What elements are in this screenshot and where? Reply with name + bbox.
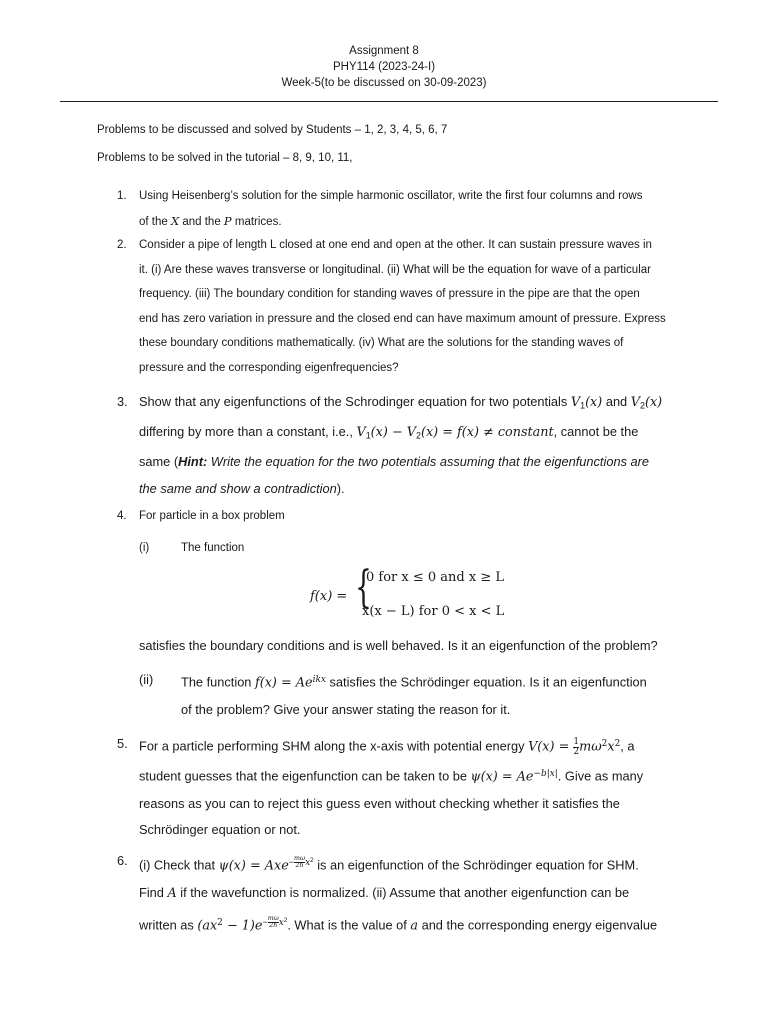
frac-den: 2ħ bbox=[295, 862, 304, 870]
problem-number: 5. bbox=[117, 736, 128, 751]
text-span: student guesses that the eigenfunction can be taken to be bbox=[139, 768, 471, 784]
text-span: and the corresponding energy eigenvalue bbox=[418, 917, 658, 933]
math-v: V bbox=[406, 425, 416, 441]
text-line: of the problem? Give your answer stating the reason for it. bbox=[181, 701, 511, 717]
math-arg: (x) bbox=[644, 395, 663, 410]
text-line: Schrödinger equation or not. bbox=[139, 822, 301, 838]
text-line: frequency. (iii) The boundary condition for standing waves of pressure in the pipe are that the open bbox=[139, 288, 640, 300]
math-x: X bbox=[170, 213, 180, 228]
frac-num: mω bbox=[294, 855, 306, 862]
math-eq: − 1)e bbox=[222, 918, 263, 934]
math-eq: f(x) = Ae bbox=[254, 675, 313, 691]
text-line bbox=[139, 419, 679, 449]
text-line bbox=[139, 848, 679, 880]
case-1: 0 for x ≤ 0 and x ≥ L bbox=[366, 570, 504, 585]
text-span: differing by more than a constant, i.e., bbox=[139, 424, 357, 440]
text-span: (i) Check that bbox=[139, 857, 219, 873]
header-divider bbox=[60, 101, 718, 102]
frac-den: 2ħ bbox=[269, 921, 278, 929]
text-span: if the wavefunction is normalized. (ii) Assume that another eigenfunction can be bbox=[176, 885, 630, 901]
text-span: and the bbox=[179, 215, 224, 228]
course-code: PHY114 (2023-24-I) bbox=[332, 61, 436, 73]
text-line bbox=[139, 880, 679, 908]
problem-text bbox=[139, 184, 679, 234]
problem-text bbox=[139, 233, 679, 380]
part-text: The function bbox=[181, 542, 245, 554]
text-line: Consider a pipe of length L closed at one end and open at the other. It can sustain pressure waves in bbox=[139, 239, 652, 251]
text-line bbox=[139, 731, 679, 761]
math-sup: 2 bbox=[614, 739, 621, 749]
math-eq: V(x) = bbox=[528, 739, 574, 755]
exp-x: x bbox=[278, 917, 284, 928]
exp-sup: 2 bbox=[283, 916, 288, 924]
exp-fraction bbox=[268, 916, 279, 930]
text-span: . Give as many bbox=[557, 768, 644, 784]
text-line: satisfies the boundary conditions and is well behaved. Is it an eigenfunction of the problem? bbox=[139, 638, 658, 653]
text-span: The function bbox=[181, 674, 255, 690]
text-span: Show that any eigenfunctions of the Schrodinger equation for two potentials bbox=[139, 394, 571, 409]
math-eq: ψ(x) = Ae bbox=[470, 769, 534, 785]
math-v: V bbox=[356, 425, 366, 441]
text-span: satisfies the Schrödinger equation. Is it an eigenfunction bbox=[325, 674, 647, 690]
math-exp: −b|x| bbox=[533, 768, 558, 779]
text-line bbox=[139, 761, 679, 791]
problem-number: 2. bbox=[117, 239, 127, 251]
students-problems-line: Problems to be discussed and solved by Students – 1, 2, 3, 4, 5, 6, 7 bbox=[97, 124, 448, 136]
text-line: pressure and the corresponding eigenfrequencies? bbox=[139, 361, 399, 374]
part-text bbox=[181, 667, 681, 723]
math-eq: ψ(x) = Axe bbox=[218, 858, 289, 874]
math-sup: 2 bbox=[217, 917, 223, 928]
text-line bbox=[139, 908, 679, 940]
text-span: written as bbox=[139, 917, 198, 933]
math-sub: 1 bbox=[580, 400, 586, 411]
problem-number: 6. bbox=[117, 853, 128, 868]
text-span: is an eigenfunction of the Schrödinger equation for SHM. bbox=[313, 857, 639, 873]
problem-number: 3. bbox=[117, 394, 128, 409]
math-a: a bbox=[410, 918, 419, 934]
text-span: and bbox=[602, 394, 631, 409]
left-brace: { bbox=[355, 562, 372, 613]
problem-text bbox=[139, 389, 679, 502]
part-label: (ii) bbox=[139, 672, 154, 687]
exp-minus: − bbox=[288, 857, 295, 868]
text-line bbox=[139, 476, 679, 503]
math-sub: 2 bbox=[639, 400, 645, 411]
hint-label: Hint: bbox=[178, 454, 208, 470]
problem-text bbox=[139, 848, 679, 940]
text-span: , cannot be the bbox=[553, 424, 639, 440]
problem-number: 4. bbox=[117, 510, 127, 522]
case-2: x(x − L) for 0 < x < L bbox=[362, 604, 505, 619]
text-line bbox=[139, 389, 679, 419]
text-line: these boundary conditions mathematically. (iv) What are the solutions for the standing waves of bbox=[139, 337, 624, 349]
exp-sup: 2 bbox=[310, 857, 314, 864]
math-eq: (ax bbox=[197, 918, 218, 934]
math-v: V bbox=[630, 395, 640, 410]
text-span: matrices. bbox=[231, 215, 282, 228]
text-line bbox=[181, 667, 681, 697]
math-v: V bbox=[570, 395, 581, 410]
text-line bbox=[139, 209, 679, 235]
text-line: end has zero variation in pressure and the closed end can have maximum amount of pressure. Express bbox=[139, 312, 666, 325]
text-span: same ( bbox=[139, 454, 179, 470]
tutorial-problems-line: Problems to be solved in the tutorial – 8, 9, 10, 11, bbox=[97, 152, 353, 164]
frac-num: 1 bbox=[573, 736, 580, 747]
exp-minus: − bbox=[262, 916, 268, 927]
math-eq: (x) − bbox=[370, 425, 407, 441]
text-span: , a bbox=[620, 738, 635, 754]
text-span: of the bbox=[139, 215, 171, 228]
text-line: it. (i) Are these waves transverse or longitudinal. (ii) What will be the equation for wave of a particular bbox=[139, 263, 651, 276]
math-eq: x bbox=[607, 739, 615, 755]
math-eq: (x) = f(x) ≠ constant bbox=[420, 425, 554, 441]
text-line: Using Heisenberg’s solution for the simple harmonic oscillator, write the first four columns and rows bbox=[139, 190, 643, 202]
part-label: (i) bbox=[139, 542, 150, 554]
exp-fraction bbox=[294, 856, 305, 870]
exp-x: x bbox=[305, 858, 311, 869]
week-info: Week-5(to be discussed on 30-09-2023) bbox=[281, 77, 487, 89]
document-header bbox=[0, 43, 768, 91]
gaussian-exponent bbox=[262, 914, 288, 929]
math-sub: 1 bbox=[365, 430, 371, 441]
text-span: ). bbox=[336, 480, 345, 496]
problem-text bbox=[139, 731, 679, 844]
gaussian-exponent bbox=[288, 855, 314, 870]
math-eq: mω bbox=[579, 739, 602, 755]
math-exp: ikx bbox=[312, 675, 326, 685]
hint-text: Write the equation for the two potentials assuming that the eigenfunctions are bbox=[207, 454, 650, 470]
text-span: Find bbox=[139, 885, 168, 901]
frac-den: 2 bbox=[573, 746, 580, 757]
problem-number: 1. bbox=[117, 190, 127, 202]
hint-text: the same and show a contradiction bbox=[139, 480, 337, 496]
text-line bbox=[139, 449, 679, 476]
problem-title: For particle in a box problem bbox=[139, 510, 285, 522]
function-label: f(x) = bbox=[310, 589, 348, 604]
math-sup: 2 bbox=[601, 739, 608, 749]
assignment-title: Assignment 8 bbox=[349, 45, 419, 57]
text-line: reasons as you can to reject this guess even without checking whether it satisfies the bbox=[139, 795, 620, 811]
math-p: P bbox=[223, 213, 232, 228]
math-sub: 2 bbox=[415, 430, 421, 441]
math-arg: (x) bbox=[585, 395, 603, 410]
text-span: . What is the value of bbox=[287, 917, 411, 933]
text-span: For a particle performing SHM along the x-axis with potential energy bbox=[139, 738, 529, 754]
math-a: A bbox=[167, 886, 177, 902]
frac-num: mω bbox=[267, 914, 279, 922]
